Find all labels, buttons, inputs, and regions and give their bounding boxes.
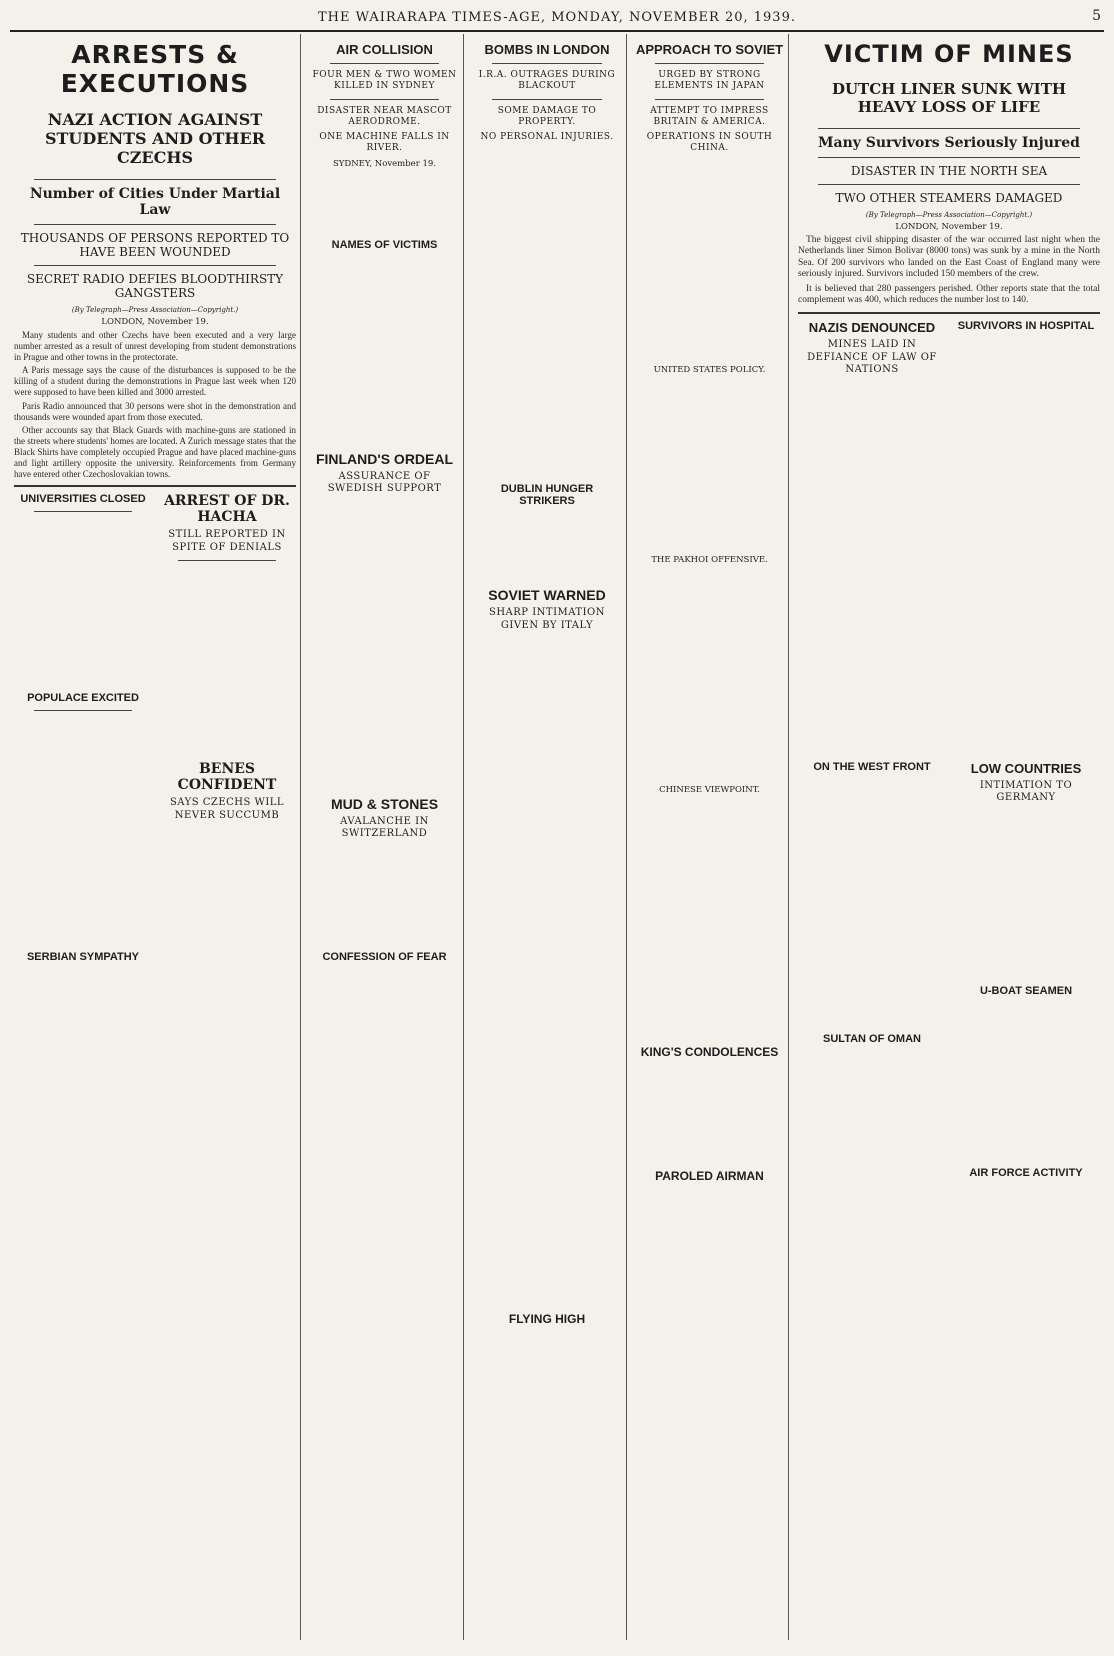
headline-victim-of-mines: VICTIM OF MINES — [824, 40, 1074, 68]
credit-line: (By Telegraph—Press Association—Copyright.) — [865, 211, 1033, 219]
headline-west-front: ON THE WEST FRONT — [813, 760, 931, 773]
page-number: 5 — [1092, 8, 1102, 24]
column-bombs — [468, 34, 627, 1640]
subhead-finland: ASSURANCE OF SWEDISH SUPPORT — [327, 470, 442, 494]
headline-names: NAMES OF VICTIMS — [331, 238, 438, 251]
headline-bombs: BOMBS IN LONDON — [484, 42, 610, 57]
headline-sultan-oman: SULTAN OF OMAN — [823, 1032, 921, 1045]
headline-hacha: ARREST OF DR. HACHA — [164, 493, 290, 526]
subhead-survivors-injured: Many Survivors Seriously Injured — [818, 135, 1080, 151]
newspaper-page — [10, 0, 1104, 1640]
subhead-steamers-damaged: TWO OTHER STEAMERS DAMAGED — [835, 191, 1063, 205]
dateline: LONDON, November 19. — [895, 222, 1003, 232]
masthead — [10, 4, 1104, 32]
subhead-nazi-action: NAZI ACTION AGAINST STUDENTS AND OTHER CZECHS — [44, 110, 266, 167]
dateline: SYDNEY, November 19. — [332, 158, 436, 169]
subhead: OPERATIONS IN SOUTH CHINA. — [646, 132, 773, 154]
headline-mud: MUD & STONES — [330, 795, 439, 812]
headline-air-collision: AIR COLLISION — [336, 42, 433, 57]
subhead: FOUR MEN & TWO WOMEN KILLED IN SYDNEY — [312, 70, 457, 92]
subhead-mud: AVALANCHE IN SWITZERLAND — [340, 815, 429, 839]
headline-low-countries: LOW COUNTRIES — [970, 760, 1082, 776]
subhead: ATTEMPT TO IMPRESS BRITAIN & AMERICA. — [650, 105, 769, 127]
headline-approach-soviet: APPROACH TO SOVIET — [635, 42, 784, 57]
paragraph: Paris Radio announced that 30 persons were shot in the demonstration and thousands were wounded apart from those executed. — [14, 400, 296, 422]
headline-universities: UNIVERSITIES CLOSED — [20, 493, 146, 506]
subhead-benes: SAYS CZECHS WILL NEVER SUCCUMB — [169, 797, 285, 821]
headline-populace: POPULACE EXCITED — [27, 692, 139, 705]
subhead: I.R.A. OUTRAGES DURING BLACKOUT — [478, 70, 616, 92]
paragraph: A Paris message says the cause of the disturbances is supposed to be the killing of a student during the demonstrations in Prague last week when 120 were supposed to have been killed and 3000 arrested. — [14, 365, 296, 397]
section-us-policy: UNITED STATES POLICY. — [653, 364, 766, 375]
paragraph: The biggest civil shipping disaster of the war occurred last night when the Netherlands liner Simon Bolivar (8000 tons) was sunk by a mine in the North Sea. Of 200 survivors who landed on the East Coast of England many were seriously injured. Survivors included 150 members of the crew. — [798, 235, 1100, 280]
headline-arrests: ARRESTS & EXECUTIONS — [60, 40, 250, 98]
headline-flying-high: FLYING HIGH — [508, 1312, 586, 1327]
subhead-thousands: THOUSANDS OF PERSONS REPORTED TO HAVE BEEN WOUNDED — [20, 231, 290, 259]
headline-soviet-warned: SOVIET WARNED — [488, 587, 606, 604]
headline-confession: CONFESSION OF FEAR — [322, 950, 447, 963]
masthead-title: THE WAIRARAPA TIMES-AGE, MONDAY, NOVEMBER 20, 1939. — [318, 10, 796, 25]
column-arrests — [10, 34, 301, 1640]
subhead-dutch-liner: DUTCH LINER SUNK WITH HEAVY LOSS OF LIFE — [831, 80, 1067, 116]
headline-nazis-denounced: NAZIS DENOUNCED — [808, 320, 936, 336]
paragraph: Many students and other Czechs have been executed and a very large number arrested as a result of unrest developing from student demonstrations in Prague and other towns in the protectorate. — [14, 330, 296, 362]
subhead-secret-radio: SECRET RADIO DEFIES BLOODTHIRSTY GANGSTERS — [26, 272, 284, 300]
subhead: NO PERSONAL INJURIES. — [480, 132, 614, 142]
headline-finland: FINLAND'S ORDEAL — [315, 450, 454, 467]
subhead-nazis-denounced: MINES LAID IN DEFIANCE OF LAW OF NATIONS — [807, 339, 937, 376]
subhead-martial-law: Number of Cities Under Martial Law — [29, 186, 281, 218]
headline-uboat-seamen: U-BOAT SEAMEN — [979, 984, 1073, 997]
headline-benes: BENES CONFIDENT — [177, 761, 277, 794]
column-soviet-approach — [631, 34, 789, 1640]
credit-line: (By Telegraph—Press Association—Copyright.) — [71, 306, 239, 314]
paragraph: It is believed that 280 passengers perished. Other reports state that the total complement was 400, which reduces the number lost to 140. — [798, 283, 1100, 305]
subhead-low-countries: INTIMATION TO GERMANY — [979, 779, 1073, 804]
subhead-hacha: STILL REPORTED IN SPITE OF DENIALS — [168, 529, 286, 553]
subhead: ONE MACHINE FALLS IN RIVER. — [319, 132, 450, 154]
headline-air-force: AIR FORCE ACTIVITY — [969, 1166, 1083, 1179]
headline-dublin: DUBLIN HUNGER STRIKERS — [500, 483, 594, 508]
section-chinese-viewpoint: CHINESE VIEWPOINT. — [659, 784, 760, 795]
column-air-collision — [306, 34, 464, 1640]
subhead: SOME DAMAGE TO PROPERTY. — [497, 105, 597, 127]
column-victim-of-mines — [794, 34, 1104, 1640]
paragraph: Other accounts say that Black Guards with machine-guns are stationed in the streets where students' homes are located. A Zurich message states that the Black Shirts have completely occupied Prague and have placed machine-guns and light artillery opposite the university. Reinforcements from Germany have entered other Czechoslovakian towns. — [14, 425, 296, 479]
subhead-soviet-warned: SHARP INTIMATION GIVEN BY ITALY — [488, 607, 606, 631]
headline-paroled-airman: PAROLED AIRMAN — [655, 1168, 764, 1183]
subhead-north-sea: DISASTER IN THE NORTH SEA — [850, 164, 1048, 178]
headline-kings-condolences: KING'S CONDOLENCES — [640, 1044, 779, 1059]
headline-serbian: SERBIAN SYMPATHY — [26, 951, 140, 964]
dateline: LONDON, November 19. — [101, 317, 209, 327]
headline-survivors-hospital: SURVIVORS IN HOSPITAL — [957, 320, 1095, 333]
section-pakhoi: THE PAKHOI OFFENSIVE. — [651, 554, 768, 565]
subhead: URGED BY STRONG ELEMENTS IN JAPAN — [654, 70, 765, 92]
subhead: DISASTER NEAR MASCOT AERODROME. — [317, 105, 452, 127]
